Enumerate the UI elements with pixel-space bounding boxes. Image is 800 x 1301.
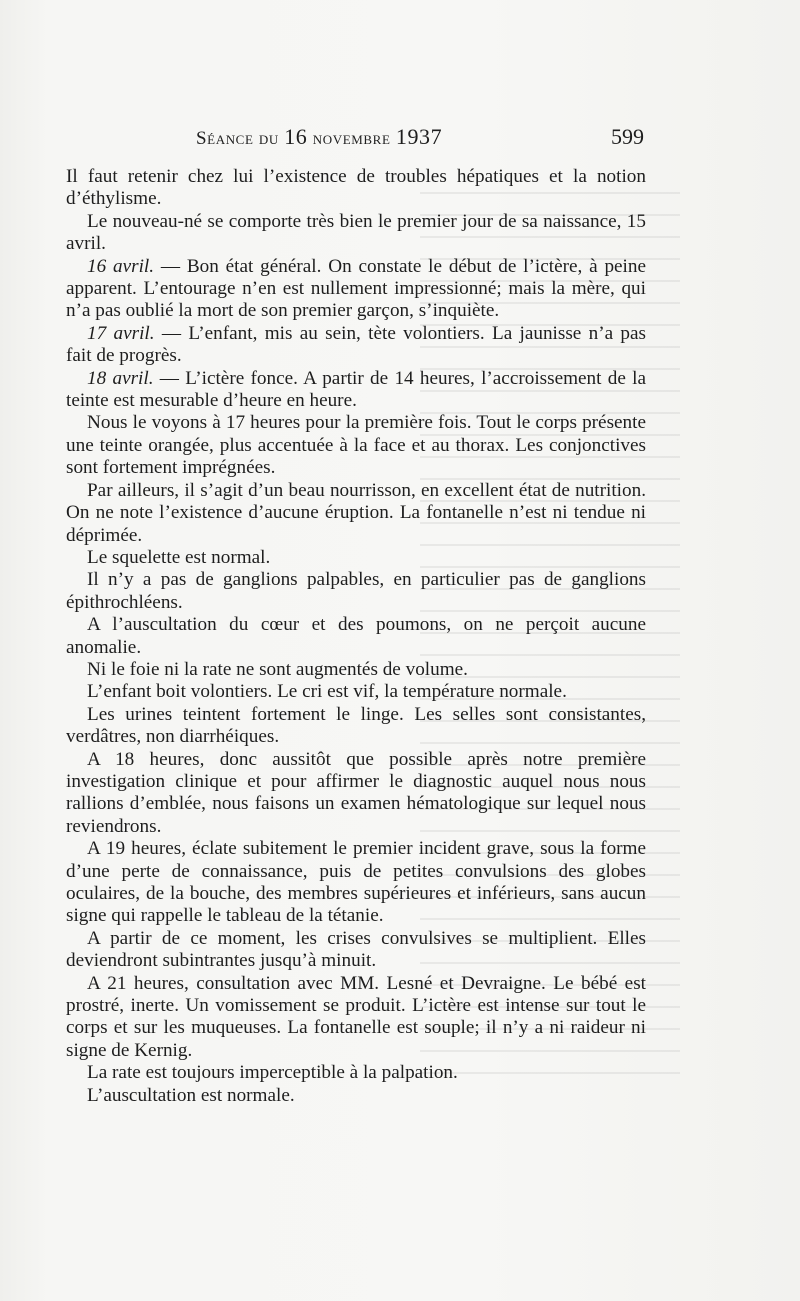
paragraph [66, 569, 646, 614]
running-head-month: novembre [307, 128, 396, 149]
paragraph-text: L’enfant boit volontiers. Le cri est vif, la température normale. [87, 681, 567, 703]
paragraph [66, 704, 646, 749]
paragraph-text: A l’auscultation du cœur et des poumons, on ne perçoit aucune anomalie. [66, 614, 646, 658]
paragraph [66, 749, 646, 839]
paragraph-text: La rate est toujours imperceptible à la palpation. [87, 1062, 458, 1084]
paragraph-date: 18 avril. [87, 367, 154, 389]
body-text [66, 166, 646, 1107]
running-head-prefix: Séance du [196, 128, 285, 149]
paragraph-text: A 21 heures, consultation avec MM. Lesné et Devraigne. Le bébé est prostré, inerte. Un vomissement se produit. L’ictère est intense sur tout le corps et sur les muqueuses. La fontanelle est souple; il n’y a ni raideur ni signe de Kernig. [66, 972, 646, 1061]
running-head-year: 1937 [395, 124, 443, 149]
paragraph [66, 166, 646, 211]
paragraph [66, 1085, 646, 1107]
paragraph-text: Les urines teintent fortement le linge. Les selles sont consistantes, verdâtres, non diarrhéiques. [66, 703, 646, 748]
paragraph [66, 256, 646, 323]
running-head-day: 16 [284, 124, 308, 149]
paragraph-text: — L’enfant, mis au sein, tète volontiers. La jaunisse n’a pas fait de progrès. [66, 322, 646, 367]
paragraph [66, 412, 646, 479]
paragraph-date: 17 avril. [87, 322, 155, 344]
paragraph [66, 323, 646, 368]
paragraph [66, 928, 646, 973]
paragraph [66, 681, 646, 703]
paragraph [66, 480, 646, 547]
running-head-title [196, 124, 442, 150]
paragraph-text: A 18 heures, donc aussitôt que possible après notre première investigation clinique et pour affirmer le diagnostic auquel nous nous rallions d’emblée, nous faisons un examen hématologique sur lequel nous reviendrons. [66, 748, 646, 837]
paragraph [66, 659, 646, 681]
paragraph [66, 973, 646, 1063]
paragraph-text: Le nouveau-né se comporte très bien le premier jour de sa naissance, 15 avril. [66, 210, 646, 255]
paragraph-text: Ni le foie ni la rate ne sont augmentés de volume. [87, 658, 468, 680]
running-header [196, 124, 648, 154]
paragraph-text: Par ailleurs, il s’agit d’un beau nourrisson, en excellent état de nutrition. On ne note l’existence d’aucune éruption. La fontanelle n’est ni tendue ni déprimée. [66, 479, 646, 546]
paragraph [66, 547, 646, 569]
paragraph-text: — Bon état général. On constate le début de l’ictère, à peine apparent. L’entourage n’en est nullement impressionné; mais la mère, qui n’a pas oublié la mort de son premier garçon, s’inquiète. [66, 255, 646, 322]
paragraph-text: Il faut retenir chez lui l’existence de troubles hépatiques et la notion d’éthylisme. [66, 166, 646, 210]
page-number: 599 [611, 124, 644, 149]
paragraph-text: Il n’y a pas de ganglions palpables, en particulier pas de ganglions épithrochléens. [66, 569, 646, 613]
paragraph-date: 16 avril. [87, 255, 155, 277]
paragraph-text: A 19 heures, éclate subitement le premier incident grave, sous la forme d’une perte de connaissance, puis de petites convulsions des globes oculaires, de la bouche, des membres supérieures et inférieurs, sans aucun signe qui rappelle le tableau de la tétanie. [66, 838, 646, 927]
paragraph-text: A partir de ce moment, les crises convulsives se multiplient. Elles deviendront subintrantes jusqu’à minuit. [66, 927, 646, 972]
paragraph-text: — L’ictère fonce. A partir de 14 heures, l’accroissement de la teinte est mesurable d’heure en heure. [66, 367, 646, 412]
paragraph-text: Le squelette est normal. [87, 546, 271, 568]
paragraph-text: L’auscultation est normale. [87, 1084, 295, 1106]
paragraph [66, 368, 646, 413]
paragraph [66, 838, 646, 928]
paragraph [66, 211, 646, 256]
paragraph [66, 614, 646, 659]
paragraph [66, 1062, 646, 1084]
paragraph-text: Nous le voyons à 17 heures pour la première fois. Tout le corps présente une teinte orangée, plus accentuée à la face et au thorax. Les conjonctives sont fortement imprégnées. [66, 412, 646, 479]
